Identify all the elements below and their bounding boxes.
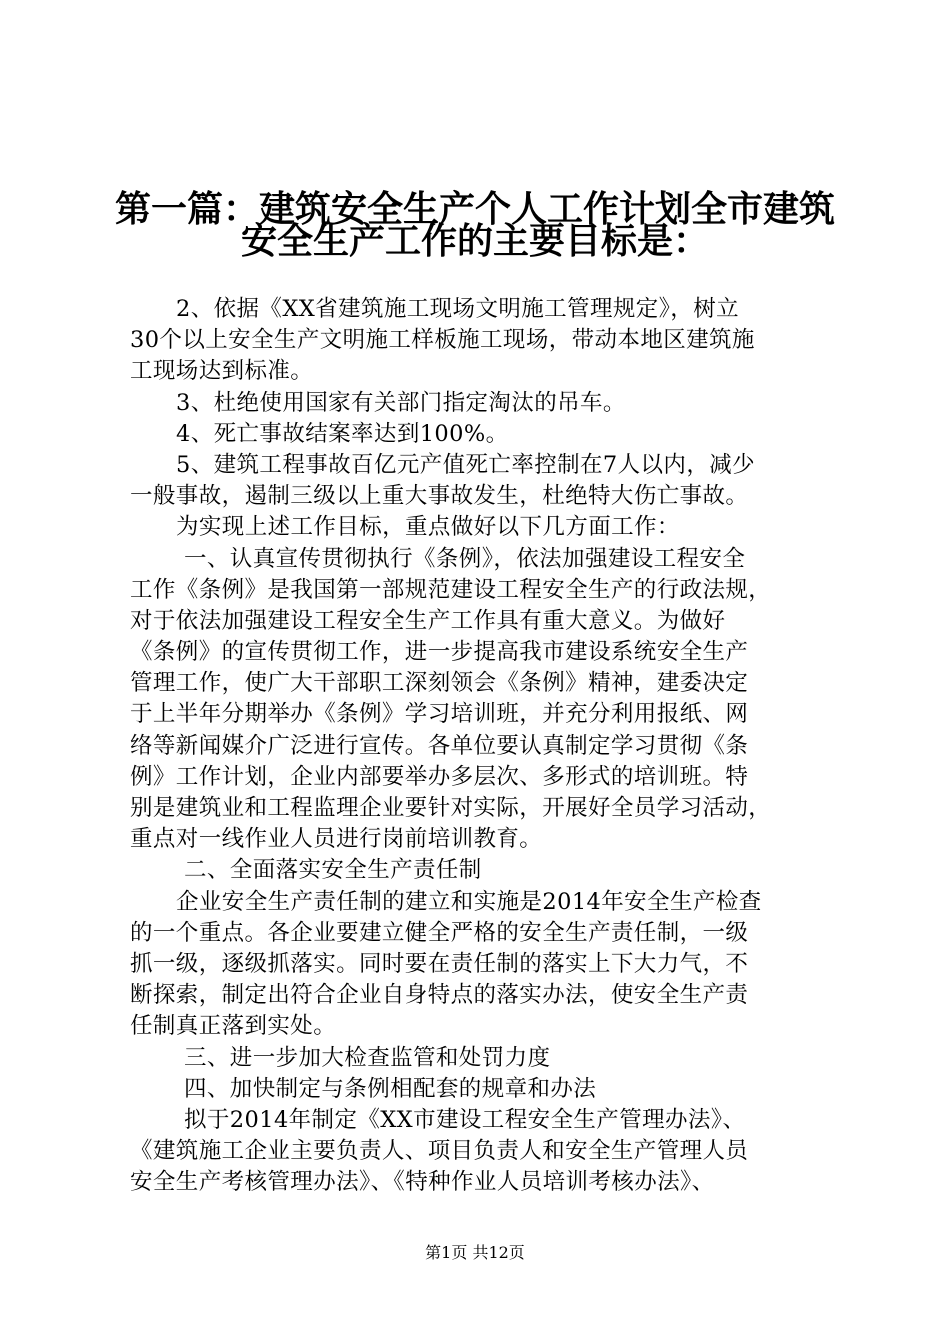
paragraph-line: 重点对一线作业人员进行岗前培训教育。 [130, 826, 543, 853]
paragraph-line: 抓一级，逐级抓落实。同时要在责任制的落实上下大力气，不 [130, 950, 749, 977]
paragraph-line: 别是建筑业和工程监理企业要针对实际，开展好全员学习活动， [130, 795, 772, 821]
paragraph-line: 3、杜绝使用国家有关部门指定淘汰的吊车。 [176, 389, 626, 416]
paragraph-line: 安全生产考核管理办法》、《特种作业人员培训考核办法》、 [130, 1169, 715, 1196]
paragraph-line: 一般事故，遏制三级以上重大事故发生，杜绝特大伤亡事故。 [130, 483, 749, 510]
paragraph-line: 络等新闻媒介广泛进行宣传。各单位要认真制定学习贯彻《条 [130, 732, 749, 759]
paragraph-line: 5、建筑工程事故百亿元产值死亡率控制在7人以内，减少 [176, 451, 756, 478]
paragraph-line: 管理工作，使广大干部职工深刻领会《条例》精神，建委决定 [130, 670, 749, 697]
paragraph-line: 工作《条例》是我国第一部规范建设工程安全生产的行政法规， [130, 576, 772, 603]
paragraph-line: 拟于2014年制定《XX市建设工程安全生产管理办法》、 [184, 1106, 746, 1133]
paragraph-line: 《建筑施工企业主要负责人、项目负责人和安全生产管理人员 [130, 1138, 749, 1165]
section-heading-line: 二、全面落实安全生产责任制 [184, 857, 482, 884]
section-heading-line: 四、加快制定与条例相配套的规章和办法 [184, 1075, 597, 1102]
paragraph-line: 断探索，制定出符合企业自身特点的落实办法，使安全生产责 [130, 982, 749, 1009]
paragraph-line: 2、依据《XX省建筑施工现场文明施工管理规定》，树立 [176, 296, 740, 322]
paragraph-line: 例》工作计划，企业内部要举办多层次、多形式的培训班。特 [130, 763, 749, 790]
paragraph-line: 任制真正落到实处。 [130, 1013, 337, 1040]
section-heading-line: 三、进一步加大检查监管和处罚力度 [184, 1044, 551, 1071]
paragraph-line: 企业安全生产责任制的建立和实施是2014年安全生产检查 [176, 888, 762, 915]
paragraph-line: 的一个重点。各企业要建立健全严格的安全生产责任制，一级 [130, 919, 749, 946]
paragraph-line: 《条例》的宣传贯彻工作，进一步提高我市建设系统安全生产 [130, 639, 749, 666]
paragraph-line: 对于依法加强建设工程安全生产工作具有重大意义。为做好 [130, 607, 726, 634]
section-heading-line: 一、认真宣传贯彻执行《条例》，依法加强建设工程安全 [184, 545, 746, 572]
paragraph-line: 于上半年分期举办《条例》学习培训班，并充分利用报纸、网 [130, 701, 749, 728]
paragraph-line: 30个以上安全生产文明施工样板施工现场，带动本地区建筑施 [130, 327, 755, 354]
document-title-line-2: 安全生产工作的主要目标是： [240, 221, 709, 262]
document-body [130, 294, 830, 1198]
paragraph-line: 为实现上述工作目标，重点做好以下几方面工作： [176, 514, 680, 541]
document-title-line-1: 第一篇：建筑安全生产个人工作计划全市建筑 [114, 189, 835, 230]
page-footer: 第1页 共12页 [425, 1243, 525, 1262]
paragraph-line: 工现场达到标准。 [130, 358, 314, 385]
paragraph-line: 4、死亡事故结案率达到100%。 [176, 420, 509, 447]
